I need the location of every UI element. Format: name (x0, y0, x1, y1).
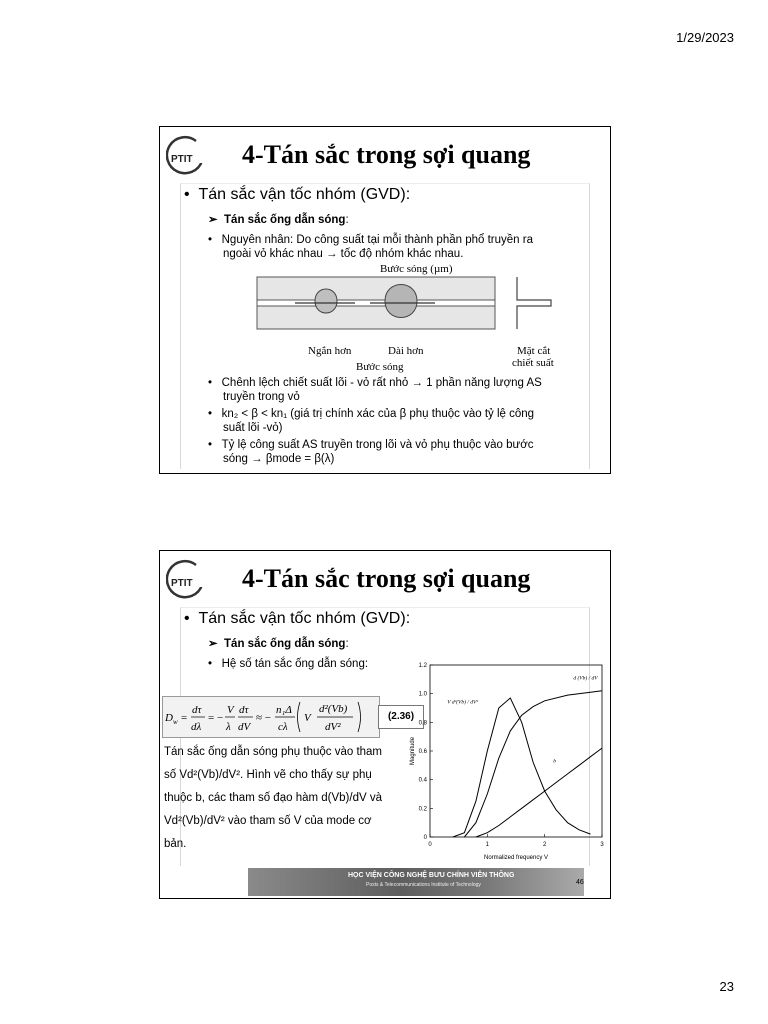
slide-2 (159, 550, 611, 899)
svg-text:dτ: dτ (192, 704, 202, 716)
slide-2-title: 4-Tán sắc trong sợi quang (242, 564, 531, 593)
svg-text:=: = (181, 712, 188, 724)
slide-2-main-bullet: • Tán sắc vận tốc nhóm (GVD): (184, 610, 411, 627)
slide-1-title: 4-Tán sắc trong sợi quang (242, 140, 531, 169)
slide-2-main-bullet-text: Tán sắc vận tốc nhóm (GVD): (198, 610, 411, 627)
svg-text:λ: λ (226, 721, 231, 733)
series-label-1: V d²(Vb) / dV² (447, 699, 479, 706)
paragraph-line-2: số Vd²(Vb)/dV². Hình vẽ cho thấy sự phụ (164, 769, 372, 781)
svg-text:= −: = − (208, 712, 224, 724)
logo-text: PTIT (171, 578, 193, 589)
y-tick-label-1: 0.2 (418, 806, 427, 813)
svg-text:n₁Δ: n₁Δ (276, 704, 292, 716)
figure-short-label: Ngắn hơn (308, 345, 352, 357)
svg-text:dλ: dλ (191, 721, 202, 733)
y-tick-label-6: 1.2 (418, 663, 427, 669)
svg-text:cλ: cλ (278, 721, 288, 733)
equation-number: (2.36) (378, 705, 424, 729)
figure-bottom-label: Bước sóng (356, 361, 404, 373)
plot-frame (430, 665, 602, 837)
slide-1-bullet-3: • Tỷ lệ công suất AS truyền trong lõi và vỏ phụ thuộc vào bước sóng → βmode = β(λ) (208, 439, 534, 465)
y-tick-label-5: 1.0 (418, 691, 427, 698)
slide-1-bullet-1-line1: Chênh lệch chiết suất lõi - vỏ rất nhỏ → 1 phần năng lượng AS (221, 377, 542, 389)
paragraph-line-5: bản. (164, 838, 187, 850)
paragraph-line-4: Vd²(Vb)/dV² vào tham số V của mode cơ (164, 815, 372, 827)
slide-1-cause: • Nguyên nhân: Do công suất tại mỗi thành phần phổ truyền ra ngoài vỏ khác nhau → tốc độ nhóm khác nhau. (208, 234, 533, 260)
slide-2-coef-label-text: Hệ số tán sắc ống dẫn sóng: (221, 658, 369, 670)
series-label-2: b (553, 758, 557, 765)
chart-series (453, 691, 602, 837)
y-tick-label-3: 0.6 (418, 749, 427, 755)
svg-text:dτ: dτ (239, 704, 249, 716)
slide-number: 46 (576, 879, 584, 886)
waveguide-figure (255, 267, 555, 352)
svg-text:≈ −: ≈ − (256, 712, 271, 724)
slide-1-bullet-3-line1: Tỷ lệ công suất AS truyền trong lõi và vỏ phụ thuộc vào bước (221, 439, 534, 451)
slide-2-sub-heading-colon: : (345, 638, 349, 650)
figure-cross-label-2: chiết suất (512, 357, 554, 369)
svg-text:D: D (165, 712, 173, 724)
paragraph-line-3: thuộc b, các tham số đạo hàm d(Vb)/dV và (164, 792, 382, 804)
svg-text:w: w (173, 718, 178, 726)
x-tick-label-1: 1 (485, 842, 490, 848)
slide-1 (159, 126, 611, 474)
page-date: 1/29/2023 (676, 30, 734, 45)
footer-banner (248, 868, 584, 896)
y-axis-label: Magnitude (410, 736, 416, 766)
slide-1-main-bullet-text: Tán sắc vận tốc nhóm (GVD): (198, 186, 411, 203)
ptit-logo (166, 133, 210, 177)
slide-1-bullet-2: • kn₂ < β < kn₁ (giá trị chính xác của β phụ thuộc vào tỷ lệ công suất lõi -vỏ) (208, 408, 535, 434)
x-tick-label-0: 0 (428, 842, 432, 848)
index-profile (517, 277, 551, 329)
svg-text:dV²: dV² (325, 721, 341, 733)
chart-ticks (419, 663, 605, 848)
dispersion-chart (406, 659, 610, 865)
slide-1-bullet-1-line2: truyền trong vỏ (223, 391, 300, 403)
slide-2-paragraph (164, 741, 402, 856)
series-line-1 (453, 698, 591, 837)
formula-box (162, 696, 380, 738)
series-label-0: d (Vb) / dV (573, 675, 598, 682)
footer-institute-name: HỌC VIỆN CÔNG NGHỆ BƯU CHÍNH VIỄN THÔNG (348, 872, 515, 879)
slide-1-sub-heading-colon: : (345, 214, 349, 226)
chart-axes (430, 665, 602, 837)
slide-1-bullet-2-line1: kn₂ < β < kn₁ (giá trị chính xác của β phụ thuộc vào tỷ lệ công (221, 408, 535, 420)
slide-2-coef-label: • Hệ số tán sắc ống dẫn sóng: (208, 658, 369, 670)
svg-text:V: V (227, 704, 234, 716)
slide-1-sub-heading: ➢ Tán sắc ống dẫn sóng: (208, 214, 349, 226)
paragraph-line-1: Tán sắc ống dẫn sóng phụ thuộc vào tham (164, 746, 383, 758)
svg-text:d²(Vb): d²(Vb) (319, 703, 348, 715)
page-number: 23 (719, 979, 734, 994)
svg-text:V: V (304, 712, 311, 724)
x-tick-label-3: 3 (600, 842, 604, 848)
logo-text: PTIT (171, 154, 193, 165)
slide-1-sub-heading-text: Tán sắc ống dẫn sóng (224, 214, 346, 226)
footer-institute-name-en: Posts & Telecommunications Institute of Technology (366, 882, 481, 888)
slide-2-sub-heading-text: Tán sắc ống dẫn sóng (224, 638, 346, 650)
series-line-2 (476, 748, 602, 837)
slide-2-sub-heading: ➢ Tán sắc ống dẫn sóng: (208, 638, 349, 650)
figure-cross-label-1: Mặt cắt (517, 345, 551, 357)
figure-long-label: Dài hơn (388, 345, 424, 357)
slide-1-main-bullet: • Tán sắc vận tốc nhóm (GVD): (184, 186, 411, 203)
slide-1-bullet-2-line2: suất lõi -vỏ) (223, 422, 283, 434)
svg-text:dV: dV (238, 721, 251, 733)
figure-top-label: Bước sóng (µm) (380, 263, 453, 275)
ptit-logo (166, 557, 210, 601)
slide-1-bullet-3-line2: sóng → βmode = β(λ) (223, 453, 335, 465)
slide-1-cause-line1: Nguyên nhân: Do công suất tại mỗi thành phần phổ truyền ra (221, 234, 533, 246)
chart-labels (410, 674, 598, 861)
x-tick-label-2: 2 (542, 842, 547, 848)
y-tick-label-4: 0.8 (418, 720, 427, 727)
dispersion-formula (163, 697, 379, 737)
y-tick-label-0: 0 (423, 835, 427, 841)
slide-1-bullet-1: • Chênh lệch chiết suất lõi - vỏ rất nhỏ → 1 phần năng lượng AS truyền trong vỏ (208, 377, 542, 403)
x-axis-label: Normalized frequency V (483, 855, 549, 861)
slide-1-cause-line2: ngoài vỏ khác nhau → tốc độ nhóm khác nhau. (223, 248, 464, 260)
y-tick-label-2: 0.4 (418, 777, 427, 784)
